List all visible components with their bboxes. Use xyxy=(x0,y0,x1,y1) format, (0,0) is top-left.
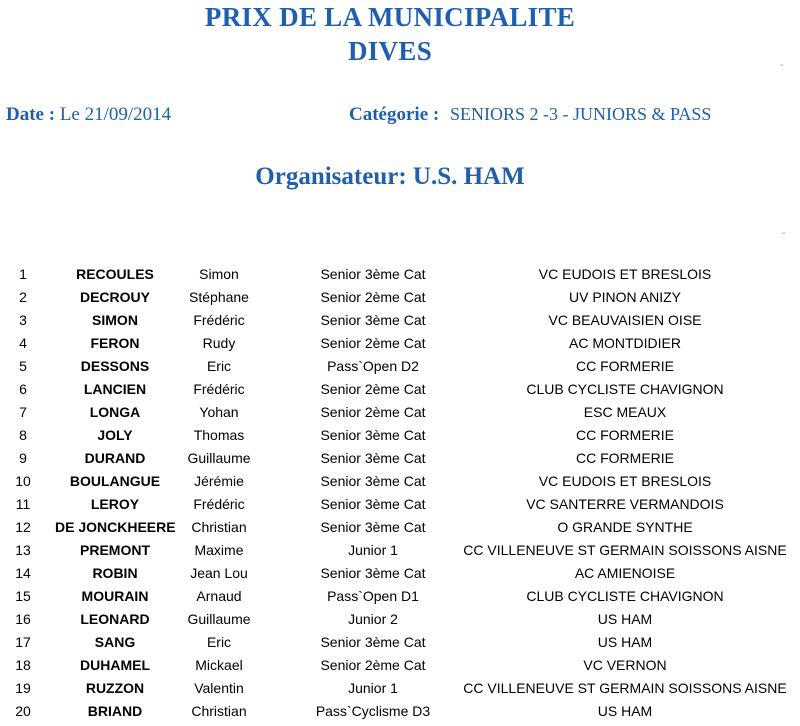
firstname-cell: Valentin xyxy=(194,680,244,696)
category-value: SENIORS 2 -3 - JUNIORS & PASS xyxy=(449,104,712,124)
date-line xyxy=(6,104,171,126)
firstname-cell: Frédéric xyxy=(193,381,245,397)
rank-cell: 19 xyxy=(15,680,31,696)
firstname-cell: Arnaud xyxy=(196,588,242,604)
rank-cell: 12 xyxy=(15,519,31,535)
club-cell: CC FORMERIE xyxy=(576,358,674,374)
firstname-cell: Guillaume xyxy=(187,611,251,627)
table-row xyxy=(0,309,800,332)
category-cell: Junior 1 xyxy=(348,680,398,696)
table-row xyxy=(0,700,800,723)
firstname-cell: Mickael xyxy=(195,657,243,673)
rank-cell: 10 xyxy=(15,473,31,489)
name-cell: FERON xyxy=(90,335,140,351)
table-row xyxy=(0,677,800,700)
club-cell: ESC MEAUX xyxy=(583,404,667,420)
club-cell: O GRANDE SYNTHE xyxy=(557,519,693,535)
name-cell: RUZZON xyxy=(85,680,145,696)
table-row xyxy=(0,562,800,585)
firstname-cell: Yohan xyxy=(199,404,239,420)
results-table xyxy=(0,263,800,723)
name-cell: DESSONS xyxy=(80,358,150,374)
category-cell: Senior 2ème Cat xyxy=(320,657,426,673)
category-cell: Senior 3ème Cat xyxy=(320,312,426,328)
name-cell: DECROUY xyxy=(79,289,150,305)
name-cell: PREMONT xyxy=(80,542,150,558)
club-cell: US HAM xyxy=(597,611,653,627)
name-cell: LANCIEN xyxy=(83,381,147,397)
date-value: Le 21/09/2014 xyxy=(59,104,172,125)
firstname-cell: Maxime xyxy=(194,542,244,558)
firstname-cell: Guillaume xyxy=(187,450,251,466)
category-cell: Pass`Cyclisme D3 xyxy=(315,703,431,719)
firstname-cell: Christian xyxy=(191,703,247,719)
rank-cell: 13 xyxy=(15,542,31,558)
category-cell: Senior 3ème Cat xyxy=(320,450,426,466)
category-cell: Junior 2 xyxy=(348,611,398,627)
table-row xyxy=(0,585,800,608)
rank-cell: 3 xyxy=(19,312,27,328)
rank-cell: 20 xyxy=(15,703,31,719)
rank-cell: 8 xyxy=(19,427,27,443)
category-cell: Senior 3ème Cat xyxy=(320,427,426,443)
rank-cell: 2 xyxy=(19,289,27,305)
category-cell: Senior 3ème Cat xyxy=(320,634,426,650)
category-cell: Senior 2ème Cat xyxy=(320,335,426,351)
table-row xyxy=(0,539,800,562)
table-row xyxy=(0,286,800,309)
rank-cell: 17 xyxy=(15,634,31,650)
club-cell: CC FORMERIE xyxy=(576,450,674,466)
category-cell: Senior 3ème Cat xyxy=(320,565,426,581)
name-cell: SIMON xyxy=(92,312,138,328)
club-cell: CLUB CYCLISTE CHAVIGNON xyxy=(526,381,724,397)
name-cell: BRIAND xyxy=(87,703,143,719)
firstname-cell: Frédéric xyxy=(193,312,245,328)
organizer-heading: Organisateur: U.S. HAM xyxy=(255,163,525,190)
page-title: PRIX DE LA MUNICIPALITE xyxy=(204,2,576,32)
table-row xyxy=(0,516,800,539)
firstname-cell: Stéphane xyxy=(189,289,249,305)
rank-cell: 11 xyxy=(15,496,31,512)
category-cell: Senior 3ème Cat xyxy=(320,473,426,489)
club-cell: VC SANTERRE VERMANDOIS xyxy=(526,496,724,512)
club-cell: AC MONTDIDIER xyxy=(569,335,681,351)
firstname-cell: Christian xyxy=(191,519,247,535)
club-cell: US HAM xyxy=(597,634,653,650)
firstname-cell: Frédéric xyxy=(193,496,245,512)
club-cell: CLUB CYCLISTE CHAVIGNON xyxy=(526,588,724,604)
table-row xyxy=(0,608,800,631)
table-row xyxy=(0,631,800,654)
scan-mark: - xyxy=(782,228,786,239)
firstname-cell: Jérémie xyxy=(194,473,244,489)
firstname-cell: Eric xyxy=(206,634,232,650)
club-cell: VC BEAUVAISIEN OISE xyxy=(548,312,702,328)
club-cell: VC EUDOIS ET BRESLOIS xyxy=(538,473,712,489)
category-cell: Junior 1 xyxy=(348,542,398,558)
category-cell: Senior 3ème Cat xyxy=(320,266,426,282)
club-cell: CC VILLENEUVE ST GERMAIN SOISSONS AISNE xyxy=(463,680,787,696)
rank-cell: 16 xyxy=(15,611,31,627)
rank-cell: 4 xyxy=(19,335,27,351)
firstname-cell: Eric xyxy=(206,358,232,374)
rank-cell: 7 xyxy=(19,404,27,420)
name-cell: SANG xyxy=(94,634,136,650)
table-row xyxy=(0,654,800,677)
name-cell: LEONARD xyxy=(80,611,150,627)
club-cell: CC FORMERIE xyxy=(576,427,674,443)
name-cell: LONGA xyxy=(89,404,141,420)
category-cell: Pass`Open D2 xyxy=(327,358,419,374)
table-row xyxy=(0,401,800,424)
club-cell: VC VERNON xyxy=(583,657,667,673)
name-cell: LEROY xyxy=(90,496,140,512)
rank-cell: 6 xyxy=(19,381,27,397)
club-cell: VC EUDOIS ET BRESLOIS xyxy=(538,266,712,282)
club-cell: AC AMIENOISE xyxy=(574,565,676,581)
rank-cell: 5 xyxy=(19,358,27,374)
category-line xyxy=(349,104,711,126)
name-cell: MOURAIN xyxy=(81,588,149,604)
table-row xyxy=(0,447,800,470)
category-cell: Pass`Open D1 xyxy=(327,588,419,604)
table-row xyxy=(0,493,800,516)
firstname-cell: Simon xyxy=(199,266,239,282)
firstname-cell: Thomas xyxy=(193,427,245,443)
table-row xyxy=(0,263,800,286)
rank-cell: 14 xyxy=(15,565,31,581)
table-row xyxy=(0,424,800,447)
name-cell: ROBIN xyxy=(92,565,138,581)
table-row xyxy=(0,332,800,355)
club-cell: US HAM xyxy=(597,703,653,719)
name-cell: JOLY xyxy=(97,427,133,443)
page-subtitle: DIVES xyxy=(347,36,433,66)
firstname-cell: Rudy xyxy=(202,335,236,351)
category-cell: Senior 2ème Cat xyxy=(320,289,426,305)
category-cell: Senior 3ème Cat xyxy=(320,519,426,535)
club-cell: CC VILLENEUVE ST GERMAIN SOISSONS AISNE xyxy=(463,542,787,558)
name-cell: DUHAMEL xyxy=(80,657,150,673)
rank-cell: 9 xyxy=(19,450,27,466)
rank-cell: 1 xyxy=(19,266,27,282)
date-label: Date : xyxy=(6,104,56,125)
name-cell: DURAND xyxy=(84,450,146,466)
name-cell: RECOULES xyxy=(76,266,154,282)
category-cell: Senior 2ème Cat xyxy=(320,381,426,397)
name-cell: DE JONCKHEERE xyxy=(55,519,176,535)
category-cell: Senior 2ème Cat xyxy=(320,404,426,420)
table-row xyxy=(0,470,800,493)
rank-cell: 18 xyxy=(15,657,31,673)
scan-mark: - xyxy=(780,60,784,71)
category-label: Catégorie : xyxy=(349,104,440,125)
rank-cell: 15 xyxy=(15,588,31,604)
club-cell: UV PINON ANIZY xyxy=(568,289,682,305)
table-row xyxy=(0,378,800,401)
firstname-cell: Jean Lou xyxy=(190,565,248,581)
table-row xyxy=(0,355,800,378)
category-cell: Senior 3ème Cat xyxy=(320,496,426,512)
name-cell: BOULANGUE xyxy=(69,473,161,489)
